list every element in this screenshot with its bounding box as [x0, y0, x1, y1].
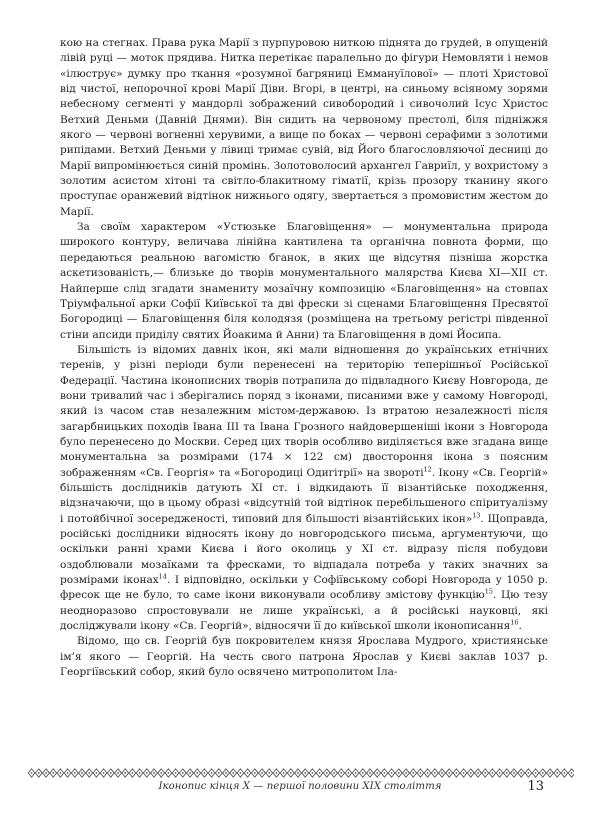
- ornament-dot: [261, 772, 263, 774]
- text-run: . Щоправда, російські дослідники відносять ікону до новгородського письма, аргументуючи, що оскільки ранні храми Києва і його околиць у XI ст. відразу після побудови оздоблювали мозаїками та фресками, то відпадала потреба у таких значних за розмірами іконах: [60, 512, 548, 587]
- ornament-dot: [420, 772, 422, 774]
- ornament-dot: [340, 772, 342, 774]
- ornament-dot: [67, 772, 69, 774]
- ornament-dot: [348, 772, 350, 774]
- ornament-dot: [103, 772, 105, 774]
- ornament-dot: [268, 772, 270, 774]
- ornament-dot: [88, 772, 90, 774]
- ornament-dot: [218, 772, 220, 774]
- ornament-dot: [448, 772, 450, 774]
- footnote-ref-15[interactable]: 15: [484, 587, 493, 596]
- ornament-dot: [189, 772, 191, 774]
- text-run: Більшість із відомих давніх ікон, які мали відношення до українських етнічних теренів, у різні періоди були перенесені на територію теперішньої Російської Федерації. Частина іконописних творів потрапила до підвладного Києву Новгорода, де вони тривалий час і зберігались поряд з іконами, писаними вже у самому Новгороді, який із часом став незалежним містом-державою. Із втратою незалежності після загарбницьких походів Івана III та Івана Грозного найдовершеніші ікони з Новгорода було перенесено до Москви. Серед цих творів особливо виділяється вже згадана вище монументальна за розмірами (174 × 122 см) двостороння ікона з поясним зображенням «Св. Георгія» та «Богородиці Одигітрії» на звороті: [60, 343, 548, 479]
- ornament-dot: [45, 772, 47, 774]
- ornament-dot: [326, 772, 328, 774]
- ornament-dot: [132, 772, 134, 774]
- ornament-dot: [304, 772, 306, 774]
- ornament-dot: [204, 772, 206, 774]
- ornament-dot: [240, 772, 242, 774]
- ornament-dot: [391, 772, 393, 774]
- ornament-dot: [549, 772, 551, 774]
- ornament-dot: [38, 772, 40, 774]
- ornament-dot: [463, 772, 465, 774]
- ornament-dot: [117, 772, 119, 774]
- ornament-dot: [564, 772, 566, 774]
- ornament-dot: [60, 772, 62, 774]
- ornament-dot: [362, 772, 364, 774]
- ornament-dot: [211, 772, 213, 774]
- ornament-dot: [283, 772, 285, 774]
- ornament-dot: [412, 772, 414, 774]
- ornament-dot: [535, 772, 537, 774]
- ornament-dot: [499, 772, 501, 774]
- footnote-ref-16[interactable]: 16: [510, 618, 519, 627]
- ornament-dot: [153, 772, 155, 774]
- ornament-dot: [254, 772, 256, 774]
- ornament-dot: [225, 772, 227, 774]
- ornament-dot: [312, 772, 314, 774]
- ornament-dot: [160, 772, 162, 774]
- ornament-dot: [571, 772, 573, 774]
- ornament-dot: [520, 772, 522, 774]
- ornament-dot: [31, 772, 33, 774]
- ornament-dot: [276, 772, 278, 774]
- ornament-dot: [168, 772, 170, 774]
- ornament-dot: [384, 772, 386, 774]
- ornament-dot: [355, 772, 357, 774]
- decorative-border: [28, 767, 574, 779]
- text-run: . І відповідно, оскільки у Софіївському соборі Новгорода у 1050 р. фресок ще не було, то саме ікони виконували особливу змістову функцію: [60, 574, 548, 602]
- page-footer: [0, 781, 600, 797]
- ornament-dot: [74, 772, 76, 774]
- ornament-dot: [441, 772, 443, 774]
- page-number: 13: [527, 779, 544, 794]
- ornament-dot: [477, 772, 479, 774]
- ornament-dot: [81, 772, 83, 774]
- ornament-dot: [247, 772, 249, 774]
- ornament-dot: [456, 772, 458, 774]
- ornament-dot: [513, 772, 515, 774]
- paragraph-2: За своїм характером «Устюзьке Благовіщення» — монументальна природа широкого контуру, величава лінійна кантилена та органічна повнота форми, що передаються реальною вагомістю бганок, в яких ще відсутня пізніша жорстка аскетизованість,— близьке до творів монументального малярства Києва XI—XII ст. Найперше слід згадати знамениту мозаїчну композицію «Благовіщення» на стовпах Тріумфальної арки Софії Київської та дві фрески зі сценами Благовіщення Пресвятої Богородиці — Благовіщення біля колодязя (розміщена на третьому регістрі південної стіни апсиди приділу святих Йоакима й Анни) та Благовіщення в домі Йосипа.: [60, 221, 548, 341]
- text-run: . Ікону «Св. Георгій» більшість дослідників датують XI ст. і відкидають її візантійське походження, відзначаючи, що в цьому образі «відсутній той відтінок перебільшеного спіритуалізму і потойбічної зосередженості, типовий для більшості візантійських ікон»: [60, 466, 548, 525]
- ornament-dot: [146, 772, 148, 774]
- ornament-dot: [110, 772, 112, 774]
- footnote-ref-12[interactable]: 12: [423, 465, 432, 474]
- ornament-dot: [232, 772, 234, 774]
- ornament-dot: [369, 772, 371, 774]
- ornament-dot: [405, 772, 407, 774]
- ornament-dot: [139, 772, 141, 774]
- ornament-dot: [434, 772, 436, 774]
- ornament-dot: [96, 772, 98, 774]
- ornament-dot: [290, 772, 292, 774]
- ornament-dot: [319, 772, 321, 774]
- ornament-dot: [556, 772, 558, 774]
- ornament-dot: [484, 772, 486, 774]
- ornament-dot: [492, 772, 494, 774]
- ornament-dot: [398, 772, 400, 774]
- text-run: .: [518, 620, 522, 633]
- running-title: Іконопис кінця Х — першої половини ХІХ століття: [158, 781, 442, 792]
- ornament-dot: [427, 772, 429, 774]
- ornament-dot: [196, 772, 198, 774]
- ornament-dot: [506, 772, 508, 774]
- ornament-dot: [297, 772, 299, 774]
- text-run: . Цю тезу неодноразово спростовували не лише українські, а й російські науковці, які досліджували ікону «Св. Георгій», відносячи її до київської школи іконописання: [60, 589, 548, 633]
- ornament-dot: [333, 772, 335, 774]
- ornament-dot: [175, 772, 177, 774]
- paragraph-1: кою на стегнах. Права рука Марії з пурпуровою ниткою піднята до грудей, в опущеній лівій руці — моток прядива. Нитка перетікає паралельно до фігури Немовляти і немов «ілюструє» думку про ткання «розумної багряниці Еммануїлової» — плоті Христової від чистої, непорочної крові Марії Діви. Вгорі, в центрі, на синьому всіяному зорями небесному сегменті у мандорлі зображений сивобородий і сивочолий Ісус Христос Ветхий Деньми (Давній Днями). Він сидить на червоному престолі, біля підніжжя якого — червоні вогненні херувими, а вище по боках — червоні серафими з золотими рипідами. Ветхий Деньми у лівиці тримає сувій, від Його благословляючої десниці до Марії випромінюється синій промінь. Золотоволосий архангел Гавриїл, у вохристому з золотим асистом хітоні та світло-блакитному гіматії, крізь прозору тканину якого проступає оранжевий відтінок нижнього одягу, звертається з промовистим жестом до Марії.: [60, 37, 548, 218]
- ornament-dot: [470, 772, 472, 774]
- ornament-dot: [528, 772, 530, 774]
- ornament-dot: [376, 772, 378, 774]
- ornament-dot: [182, 772, 184, 774]
- footnote-ref-13[interactable]: 13: [472, 511, 481, 520]
- body-text: [60, 36, 548, 680]
- ornament-dot: [542, 772, 544, 774]
- paragraph-4: Відомо, що св. Георгій був покровителем князя Ярослава Мудрого, християнське ім’я якого — Георгій. На честь свого патрона Ярослав у Києві заклав 1037 р. Георгіївський собор, який було освячено митрополитом Іла-: [60, 635, 548, 679]
- paragraph-3: [60, 343, 548, 635]
- footnote-ref-14[interactable]: 14: [158, 572, 167, 581]
- ornament-dot: [124, 772, 126, 774]
- ornament-dot: [52, 772, 54, 774]
